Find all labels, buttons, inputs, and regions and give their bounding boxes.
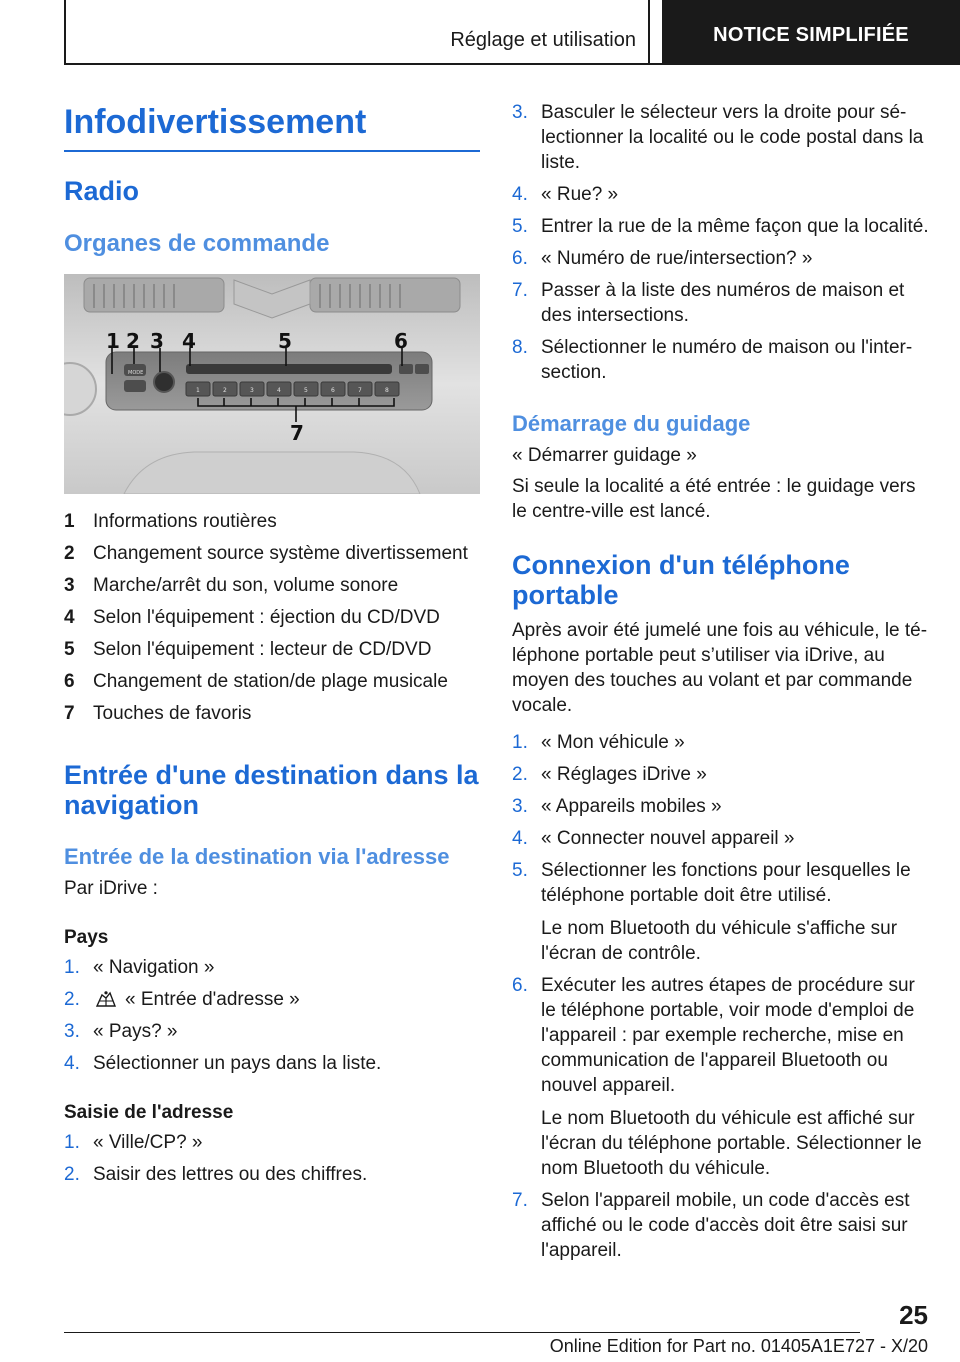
address-steps-continued [512, 100, 932, 385]
list-item: 2. « Entrée d'adresse » [64, 989, 300, 1010]
guidance-text: Si seule la localité a été entrée : le guidage vers le centre-ville est lancé. [512, 476, 916, 522]
list-item: 7. Passer à la liste des numéros de maison et des intersections. [512, 280, 905, 326]
phone-intro: Après avoir été jumelé une fois au véhicule, le té-léphone portable peut s’utiliser via iDrive, au moyen des touches au volant et par commande vocale. [512, 620, 928, 716]
list-item: 1. « Navigation » [64, 957, 215, 978]
list-item: 4. « Connecter nouvel appareil » [512, 828, 795, 849]
controls-heading: Organes de commande [64, 230, 330, 257]
list-item-note: Le nom Bluetooth du véhicule est affiché sur l'écran du téléphone portable. Sélectionner le nom Bluetooth du véhicule. [541, 1108, 922, 1179]
list-item: 1. « Mon véhicule » [512, 732, 685, 753]
header-left-rule [64, 0, 66, 64]
list-item: 4. « Rue? » [512, 184, 619, 205]
title-rule [64, 150, 480, 152]
mode-button-label: MODE [128, 370, 144, 376]
list-item: 1. « Ville/CP? » [64, 1132, 203, 1153]
left-column [64, 100, 480, 1187]
fav-label-7: 7 [358, 387, 362, 394]
navigation-map-icon [95, 990, 117, 1008]
callout-5: 5 [278, 329, 292, 353]
footer-rule [64, 1332, 860, 1333]
list-item: 3. « Pays? » [64, 1021, 178, 1042]
guidance-heading: Démarrage du guidage [512, 411, 751, 436]
fav-label-3: 3 [250, 387, 254, 394]
phone-heading: Connexion d'un téléphone portable [512, 550, 850, 610]
list-item: 2. Saisir des lettres ou des chiffres. [64, 1164, 368, 1185]
callout-3: 3 [150, 329, 164, 353]
navigation-heading: Entrée d'une destination dans la navigation [64, 760, 479, 820]
header-mid-rule [648, 0, 650, 64]
page-title: Infodivertissement [64, 103, 367, 141]
legend-item: 7 Touches de favoris [64, 703, 252, 724]
address-heading: Entrée de la destination via l'adresse [64, 844, 450, 869]
list-item: 4. Sélectionner un pays dans la liste. [64, 1053, 382, 1074]
fav-label-4: 4 [277, 387, 281, 394]
legend-item: 2 Changement source système divertissement [64, 543, 468, 564]
radio-panel-illustration [64, 274, 480, 494]
idrive-intro: Par iDrive : [64, 878, 158, 899]
footer-edition: Online Edition for Part no. 01405A1E727 - X/20 [549, 1336, 928, 1356]
fav-label-8: 8 [385, 387, 389, 394]
page-number: 25 [899, 1300, 928, 1330]
address-entry-heading: Saisie de l'adresse [64, 1102, 234, 1123]
pays-steps [64, 955, 480, 1076]
callout-7: 7 [290, 421, 304, 445]
list-item: 5. Entrer la rue de la même façon que la localité. [512, 216, 929, 237]
list-item: 6. « Numéro de rue/intersection? » [512, 248, 813, 269]
guidance-command: « Démarrer guidage » [512, 445, 697, 466]
list-item: 2. « Réglages iDrive » [512, 764, 707, 785]
fav-label-2: 2 [223, 387, 227, 394]
legend-item: 4 Selon l'équipement : éjection du CD/DVD [64, 607, 440, 628]
legend-item: 1 Informations routières [64, 511, 277, 532]
radio-panel-photo [64, 274, 480, 494]
pays-heading: Pays [64, 927, 109, 948]
callout-1: 1 [106, 329, 120, 353]
list-item: 3. Basculer le sélecteur vers la droite pour sé-lectionner la localité ou le code postal dans la liste. [512, 102, 924, 173]
list-item: 7. Selon l'appareil mobile, un code d'accès est affiché ou le code d'accès doit être saisi sur l'appareil. [512, 1190, 910, 1261]
callout-4: 4 [182, 329, 196, 353]
right-column [512, 100, 932, 1263]
header-tab: NOTICE SIMPLIFIÉE [662, 0, 960, 64]
phone-steps [512, 730, 932, 1263]
list-item-note: Le nom Bluetooth du véhicule s'affiche sur l'écran de contrôle. [541, 918, 898, 964]
list-item: 6. Exécuter les autres étapes de procédure sur le téléphone portable, voir mode d'emploi de l'appareil : par exemple recherche, mise en communication de l'appareil Bluetooth ou nouvel appareil. Le nom Bluetooth du véhicule est affiché sur l'écran du téléphone portable. Sélectionner le nom Bluetooth du véhicule. [512, 973, 932, 1181]
fav-label-5: 5 [304, 387, 308, 394]
legend-item: 3 Marche/arrêt du son, volume sonore [64, 575, 399, 596]
fav-label-6: 6 [331, 387, 335, 394]
address-steps [64, 1130, 480, 1187]
legend-item: 5 Selon l'équipement : lecteur de CD/DVD [64, 639, 432, 660]
radio-heading: Radio [64, 176, 140, 206]
controls-legend [64, 506, 480, 730]
list-item: 3. « Appareils mobiles » [512, 796, 722, 817]
list-item: 5. Sélectionner les fonctions pour lesquelles le téléphone portable doit être utilisé. Le nom Bluetooth du véhicule s'affiche sur l'écran de contrôle. [512, 858, 932, 966]
callout-6: 6 [394, 329, 408, 353]
list-item: 8. Sélectionner le numéro de maison ou l'inter-section. [512, 337, 913, 383]
header-section-title: Réglage et utilisation [450, 29, 636, 51]
callout-2: 2 [126, 329, 140, 353]
legend-item: 6 Changement de station/de plage musicale [64, 671, 448, 692]
fav-label-1: 1 [196, 387, 200, 394]
